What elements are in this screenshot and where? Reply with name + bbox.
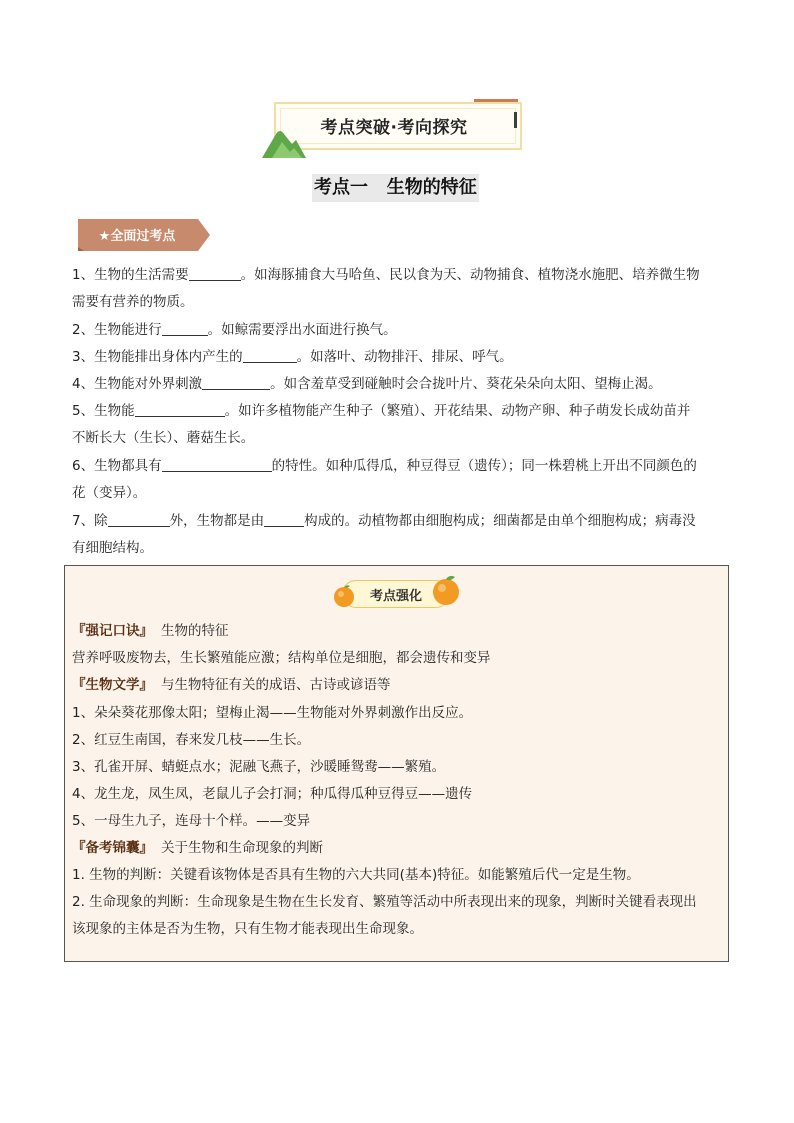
question-1: [72, 262, 726, 316]
question-6: [72, 453, 726, 507]
literature-line: 4、龙生龙，凤生凤，老鼠儿子会打洞；种瓜得瓜种豆得豆——遗传: [72, 786, 473, 802]
question-text: 的特性。如种瓜得瓜，种豆得豆（遗传）；同一株碧桃上开出不同颜色的: [271, 458, 697, 474]
literature-line: 3、孔雀开屏、蜻蜓点水；泥融飞燕子，沙暖睡鸳鸯——繁殖。: [72, 759, 446, 775]
reinforcement-badge: [330, 574, 462, 614]
question-3: [72, 344, 726, 371]
tag-label: ★全面过考点: [98, 229, 176, 244]
question-5: [72, 398, 726, 452]
question-2: [72, 317, 726, 344]
heading-title: 与生物特征有关的成语、古诗或谚语等: [161, 677, 391, 693]
question-text: 1、生物的生活需要: [72, 267, 189, 283]
question-text: 。如许多植物能产生种子（繁殖）、开花结果、动物产卵、种子萌发长成幼苗并: [224, 403, 691, 419]
question-text: 。如鲸需要浮出水面进行换气。: [207, 322, 397, 338]
answer-blank[interactable]: [189, 265, 241, 281]
question-text: 2、生物能进行: [72, 322, 162, 338]
heading-title: 生物的特征: [161, 623, 229, 639]
section-tag: [78, 219, 210, 251]
heading-label: 『强记口诀』: [72, 623, 153, 639]
section-title: 考点一 生物的特征: [312, 174, 479, 202]
question-4: [72, 371, 726, 398]
badge-label: 考点强化: [369, 589, 422, 604]
heading-label: 『生物文学』: [72, 677, 153, 693]
banner-accent-top: [474, 99, 518, 102]
tips-line: 2. 生命现象的判断：生命现象是生物在生长发育、繁殖等活动中所表现出来的现象，判断时关键看表现出: [72, 894, 697, 910]
answer-blank[interactable]: [162, 320, 208, 336]
heading-label: 『备考锦囊』: [72, 840, 153, 856]
heading-literature: [72, 672, 722, 699]
question-7: [72, 508, 726, 562]
question-text: 构成的。动植物都由细胞构成；细菌都是由单个细胞构成；病毒没: [304, 513, 696, 529]
mnemonic-line: 营养呼吸废物去，生长繁殖能应激；结构单位是细胞，都会遗传和变异: [72, 650, 491, 666]
answer-blank[interactable]: [135, 401, 225, 417]
heading-mnemonic: [72, 618, 722, 645]
tips-line: 1. 生物的判断：关键看该物体是否具有生物的六大共同(基本)特征。如能繁殖后代一定是生物。: [72, 867, 640, 883]
question-text: 7、除: [72, 513, 108, 529]
question-text: 需要有营养的物质。: [72, 294, 194, 310]
banner-title: 考点突破·考向探究: [320, 118, 468, 138]
question-text: 3、生物能排出身体内产生的: [72, 349, 243, 365]
literature-line: 2、红豆生南国，春来发几枝——生长。: [72, 732, 311, 748]
section-banner: [262, 100, 526, 156]
literature-line: 5、一母生九子，连母十个样。——变异: [72, 813, 311, 829]
heading-title: 关于生物和生命现象的判断: [161, 840, 323, 856]
literature-line: 1、朵朵葵花那像太阳；望梅止渴——生物能对外界刺激作出反应。: [72, 705, 473, 721]
answer-blank[interactable]: [264, 511, 304, 527]
heading-tips: [72, 835, 722, 862]
question-text: 不断长大（生长）、蘑菇生长。: [72, 430, 255, 446]
answer-blank[interactable]: [108, 511, 170, 527]
answer-blank[interactable]: [243, 347, 297, 363]
question-text: 5、生物能: [72, 403, 135, 419]
answer-blank[interactable]: [202, 374, 270, 390]
question-text: 4、生物能对外界刺激: [72, 376, 203, 392]
question-text: 。如落叶、动物排汗、排尿、呼气。: [296, 349, 513, 365]
tips-line: 该现象的主体是否为生物，只有生物才能表现出生命现象。: [72, 921, 423, 937]
question-text: 。如含羞草受到碰触时会合拢叶片、葵花朵朵向太阳、望梅止渴。: [270, 376, 662, 392]
answer-blank[interactable]: [162, 456, 272, 472]
question-text: 。如海豚捕食大马哈鱼、民以食为天、动物捕食、植物浇水施肥、培养微生物: [240, 267, 700, 283]
question-text: 6、生物都具有: [72, 458, 162, 474]
question-text: 有细胞结构。: [72, 540, 153, 556]
question-text: 外，生物都是由: [169, 513, 265, 529]
question-text: 花（变异）。: [72, 485, 147, 501]
